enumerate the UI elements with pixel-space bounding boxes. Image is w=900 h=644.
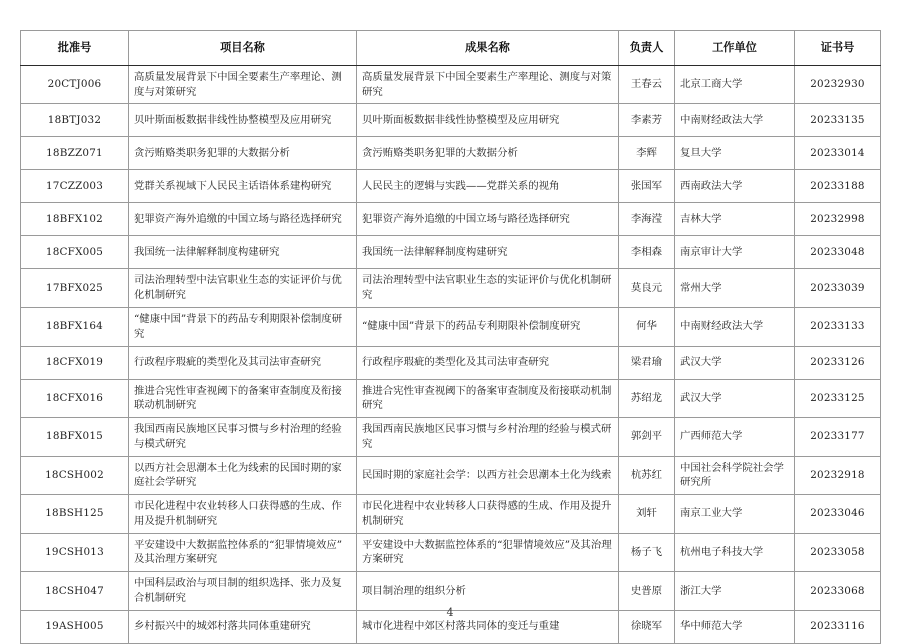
cell-work-unit: 中南财经政法大学 [675, 307, 795, 346]
cell-certificate-number: 20233014 [795, 137, 881, 170]
cell-person-in-charge: 李辉 [619, 137, 675, 170]
cell-result-name: 平安建设中大数据监控体系的“犯罪情境效应”及其治理方案研究 [357, 533, 619, 572]
cell-project-name: 乡村振兴中的城郊村落共同体重建研究 [129, 610, 357, 643]
cell-person-in-charge: 杨子飞 [619, 533, 675, 572]
cell-person-in-charge: 梁君瑜 [619, 346, 675, 379]
cell-result-name: 高质量发展背景下中国全要素生产率理论、测度与对策研究 [357, 65, 619, 104]
cell-project-name: 贪污贿赂类职务犯罪的大数据分析 [129, 137, 357, 170]
column-header-result-name: 成果名称 [357, 31, 619, 66]
cell-certificate-number: 20233058 [795, 533, 881, 572]
cell-person-in-charge: 王春云 [619, 65, 675, 104]
cell-person-in-charge: 莫良元 [619, 269, 675, 308]
cell-approval-number: 18CFX019 [21, 346, 129, 379]
cell-certificate-number: 20233188 [795, 170, 881, 203]
cell-work-unit: 武汉大学 [675, 379, 795, 418]
cell-approval-number: 18BFX015 [21, 418, 129, 457]
cell-work-unit: 中南财经政法大学 [675, 104, 795, 137]
cell-work-unit: 南京审计大学 [675, 236, 795, 269]
cell-approval-number: 18BZZ071 [21, 137, 129, 170]
cell-person-in-charge: 徐晓军 [619, 610, 675, 643]
cell-person-in-charge: 史普原 [619, 572, 675, 611]
cell-result-name: 项目制治理的组织分析 [357, 572, 619, 611]
cell-approval-number: 18BFX102 [21, 203, 129, 236]
column-header-approval-number: 批准号 [21, 31, 129, 66]
page-number: 4 [446, 606, 454, 619]
cell-certificate-number: 20233133 [795, 307, 881, 346]
column-header-project-name: 项目名称 [129, 31, 357, 66]
cell-project-name: 市民化进程中农业转移人口获得感的生成、作用及提升机制研究 [129, 495, 357, 534]
cell-result-name: 人民民主的逻辑与实践——党群关系的视角 [357, 170, 619, 203]
cell-certificate-number: 20233068 [795, 572, 881, 611]
cell-result-name: 推进合宪性审查视阈下的备案审查制度及衔接联动机制研究 [357, 379, 619, 418]
table-row [21, 170, 881, 203]
cell-work-unit: 中国社会科学院社会学研究所 [675, 456, 795, 495]
cell-project-name: “健康中国”背景下的药品专利期限补偿制度研究 [129, 307, 357, 346]
table-row [21, 203, 881, 236]
cell-certificate-number: 20233116 [795, 610, 881, 643]
cell-certificate-number: 20233126 [795, 346, 881, 379]
cell-project-name: 中国科层政治与项目制的组织选择、张力及复合机制研究 [129, 572, 357, 611]
cell-approval-number: 18CFX016 [21, 379, 129, 418]
table-row [21, 307, 881, 346]
cell-result-name: “健康中国”背景下的药品专利期限补偿制度研究 [357, 307, 619, 346]
cell-certificate-number: 20233039 [795, 269, 881, 308]
cell-result-name: 市民化进程中农业转移人口获得感的生成、作用及提升机制研究 [357, 495, 619, 534]
cell-certificate-number: 20233177 [795, 418, 881, 457]
cell-project-name: 司法治理转型中法官职业生态的实证评价与优化机制研究 [129, 269, 357, 308]
cell-project-name: 以西方社会思潮本土化为线索的民国时期的家庭社会学研究 [129, 456, 357, 495]
cell-project-name: 高质量发展背景下中国全要素生产率理论、测度与对策研究 [129, 65, 357, 104]
cell-certificate-number: 20233048 [795, 236, 881, 269]
cell-work-unit: 杭州电子科技大学 [675, 533, 795, 572]
column-header-work-unit: 工作单位 [675, 31, 795, 66]
cell-certificate-number: 20232918 [795, 456, 881, 495]
cell-work-unit: 南京工业大学 [675, 495, 795, 534]
column-header-certificate-number: 证书号 [795, 31, 881, 66]
cell-approval-number: 18CSH047 [21, 572, 129, 611]
cell-project-name: 犯罪资产海外追缴的中国立场与路径选择研究 [129, 203, 357, 236]
table-body [21, 65, 881, 643]
cell-project-name: 行政程序瑕疵的类型化及其司法审查研究 [129, 346, 357, 379]
results-table [20, 30, 881, 644]
table-row [21, 137, 881, 170]
cell-person-in-charge: 李海滢 [619, 203, 675, 236]
cell-result-name: 司法治理转型中法官职业生态的实证评价与优化机制研究 [357, 269, 619, 308]
table-row [21, 65, 881, 104]
cell-project-name: 贝叶斯面板数据非线性协整模型及应用研究 [129, 104, 357, 137]
cell-result-name: 行政程序瑕疵的类型化及其司法审查研究 [357, 346, 619, 379]
cell-approval-number: 17CZZ003 [21, 170, 129, 203]
cell-work-unit: 武汉大学 [675, 346, 795, 379]
cell-person-in-charge: 张国军 [619, 170, 675, 203]
cell-certificate-number: 20232998 [795, 203, 881, 236]
cell-person-in-charge: 苏绍龙 [619, 379, 675, 418]
cell-project-name: 推进合宪性审查视阈下的备案审查制度及衔接联动机制研究 [129, 379, 357, 418]
cell-person-in-charge: 郭剑平 [619, 418, 675, 457]
cell-work-unit: 西南政法大学 [675, 170, 795, 203]
cell-person-in-charge: 李相森 [619, 236, 675, 269]
table-row [21, 346, 881, 379]
table-row [21, 269, 881, 308]
cell-approval-number: 19CSH013 [21, 533, 129, 572]
cell-result-name: 城市化进程中郊区村落共同体的变迁与重建 [357, 610, 619, 643]
table-row [21, 572, 881, 611]
cell-person-in-charge: 杭苏红 [619, 456, 675, 495]
cell-person-in-charge: 刘轩 [619, 495, 675, 534]
cell-person-in-charge: 李素芳 [619, 104, 675, 137]
cell-project-name: 党群关系视域下人民民主话语体系建构研究 [129, 170, 357, 203]
table-row [21, 456, 881, 495]
cell-result-name: 贪污贿赂类职务犯罪的大数据分析 [357, 137, 619, 170]
cell-result-name: 民国时期的家庭社会学：以西方社会思潮本土化为线索 [357, 456, 619, 495]
cell-approval-number: 17BFX025 [21, 269, 129, 308]
cell-person-in-charge: 何华 [619, 307, 675, 346]
cell-work-unit: 吉林大学 [675, 203, 795, 236]
cell-approval-number: 18BFX164 [21, 307, 129, 346]
column-header-person-in-charge: 负责人 [619, 31, 675, 66]
table-row [21, 495, 881, 534]
cell-work-unit: 广西师范大学 [675, 418, 795, 457]
cell-work-unit: 北京工商大学 [675, 65, 795, 104]
cell-work-unit: 华中师范大学 [675, 610, 795, 643]
cell-work-unit: 浙江大学 [675, 572, 795, 611]
table-header [21, 31, 881, 66]
cell-approval-number: 18CSH002 [21, 456, 129, 495]
table-row [21, 379, 881, 418]
table-header-row [21, 31, 881, 66]
cell-result-name: 我国统一法律解释制度构建研究 [357, 236, 619, 269]
cell-result-name: 犯罪资产海外追缴的中国立场与路径选择研究 [357, 203, 619, 236]
cell-certificate-number: 20233046 [795, 495, 881, 534]
cell-result-name: 我国西南民族地区民事习惯与乡村治理的经验与模式研究 [357, 418, 619, 457]
cell-approval-number: 18BTJ032 [21, 104, 129, 137]
table-row [21, 533, 881, 572]
cell-project-name: 我国西南民族地区民事习惯与乡村治理的经验与模式研究 [129, 418, 357, 457]
cell-approval-number: 18BSH125 [21, 495, 129, 534]
cell-approval-number: 18CFX005 [21, 236, 129, 269]
table-row [21, 236, 881, 269]
cell-result-name: 贝叶斯面板数据非线性协整模型及应用研究 [357, 104, 619, 137]
table-row [21, 418, 881, 457]
cell-certificate-number: 20233125 [795, 379, 881, 418]
cell-certificate-number: 20233135 [795, 104, 881, 137]
cell-work-unit: 复旦大学 [675, 137, 795, 170]
cell-approval-number: 19ASH005 [21, 610, 129, 643]
cell-certificate-number: 20232930 [795, 65, 881, 104]
table-row [21, 104, 881, 137]
cell-work-unit: 常州大学 [675, 269, 795, 308]
cell-approval-number: 20CTJ006 [21, 65, 129, 104]
cell-project-name: 平安建设中大数据监控体系的“犯罪情境效应”及其治理方案研究 [129, 533, 357, 572]
cell-project-name: 我国统一法律解释制度构建研究 [129, 236, 357, 269]
